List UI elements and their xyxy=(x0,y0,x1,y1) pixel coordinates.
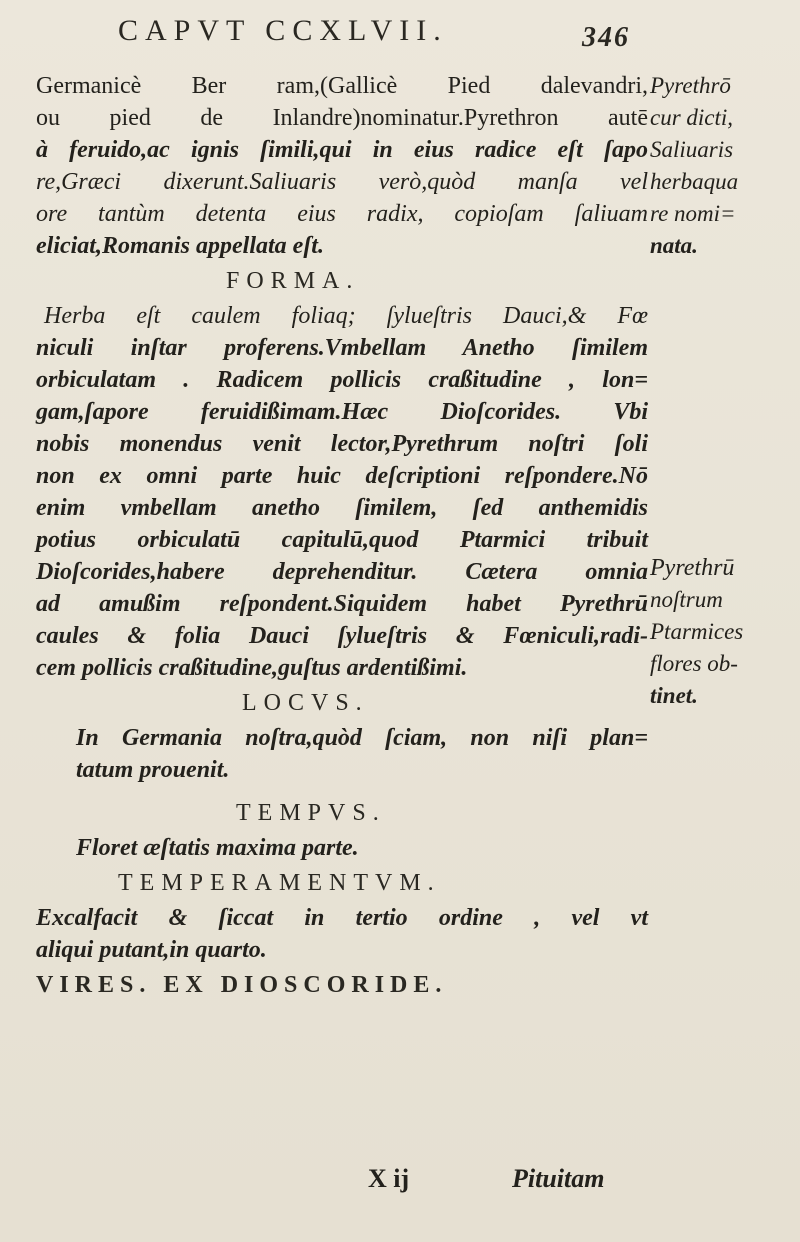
margin-line: cur dicti, xyxy=(650,105,734,130)
section-heading-tempus: TEMPVS. xyxy=(236,800,386,826)
paragraph-forma xyxy=(36,300,648,684)
text-line: ou pied de Inlandre)nominatur.Pyrethron autē xyxy=(36,105,648,131)
text-line: enim vmbellam anetho ſimilem, ſed anthemidis xyxy=(36,495,648,521)
text-line: ad amußim reſpondent.Siquidem habet Pyrethrū xyxy=(36,591,648,617)
margin-line: re nomi= xyxy=(650,201,736,226)
text-line: Dioſcorides,habere deprehenditur. Cætera omnia xyxy=(36,559,648,585)
main-text-column xyxy=(36,70,648,1004)
margin-line: tinet. xyxy=(650,683,698,708)
running-head: CAPVT CCXLVII. xyxy=(118,14,448,47)
text-line: potius orbiculatū capitulū,quod Ptarmici tribuit xyxy=(36,527,648,553)
paragraph-locus xyxy=(36,722,648,786)
margin-line: Saliuaris xyxy=(650,137,734,162)
margin-line: flores ob- xyxy=(650,651,738,676)
section-heading-locus: LOCVS. xyxy=(242,690,369,716)
catchword: Pituitam xyxy=(512,1164,605,1193)
paragraph-temperamentum xyxy=(36,902,648,966)
text-line: cem pollicis craßitudine,guſtus ardentißimi. xyxy=(36,655,468,681)
margin-line: Pyrethrō xyxy=(650,73,731,98)
text-line: ore tantùm detenta eius radix, copioſam ſaliuam xyxy=(36,201,648,227)
paragraph-tempus xyxy=(36,832,648,864)
margin-line: nata. xyxy=(650,233,698,258)
signature-mark: X ij xyxy=(368,1164,410,1193)
text-line: gam,ſapore feruidißimam.Hæc Dioſcorides. Vbi xyxy=(36,399,648,425)
text-line: orbiculatam . Radicem pollicis craßitudine , lon= xyxy=(36,367,648,393)
text-line: eliciat,Romanis appellata eſt. xyxy=(36,233,324,259)
section-heading-temperamentum: TEMPERAMENTVM. xyxy=(118,870,441,896)
margin-line: Ptarmices xyxy=(650,619,744,644)
page-number: 346 xyxy=(582,22,630,53)
text-line: Excalfacit & ſiccat in tertio ordine , vel vt xyxy=(36,905,648,931)
section-heading-vires: VIRES. EX DIOSCORIDE. xyxy=(36,972,448,998)
text-line: Herba eſt caulem foliaq; ſylueſtris Dauci,& Fœ xyxy=(44,303,648,329)
text-line: à feruido,ac ignis ſimili,qui in eius radice eſt ſapo xyxy=(36,137,648,163)
section-heading-forma: FORMA. xyxy=(226,268,360,294)
text-line: non ex omni parte huic deſcriptioni reſpondere.Nō xyxy=(36,463,648,489)
paragraph-name-origin xyxy=(36,70,648,262)
text-line: niculi inſtar proferens.Vmbellam Anetho ſimilem xyxy=(36,335,648,361)
margin-line: noſtrum xyxy=(650,587,723,612)
text-line: re,Græci dixerunt.Saliuaris verò,quòd manſa vel xyxy=(36,169,648,195)
text-line: aliqui putant,in quarto. xyxy=(36,937,267,963)
text-line: Floret æſtatis maxima parte. xyxy=(76,835,359,861)
margin-line: herbaqua xyxy=(650,169,739,194)
margin-line: Pyrethrū xyxy=(650,555,735,581)
text-line: Germanicè Ber ram,(Gallicè Pied dalevandri, xyxy=(36,73,648,99)
text-line: caules & folia Dauci ſylueſtris & Fœniculi,radi- xyxy=(36,623,648,649)
margin-note-pyrethrum-name xyxy=(650,70,795,262)
text-line: nobis monendus venit lector,Pyrethrum noſtri ſoli xyxy=(36,431,648,457)
text-line: tatum prouenit. xyxy=(76,757,230,783)
margin-note-pyrethrum-ptarmica xyxy=(650,552,795,712)
text-line: In Germania noſtra,quòd ſciam, non niſi plan= xyxy=(76,725,648,751)
